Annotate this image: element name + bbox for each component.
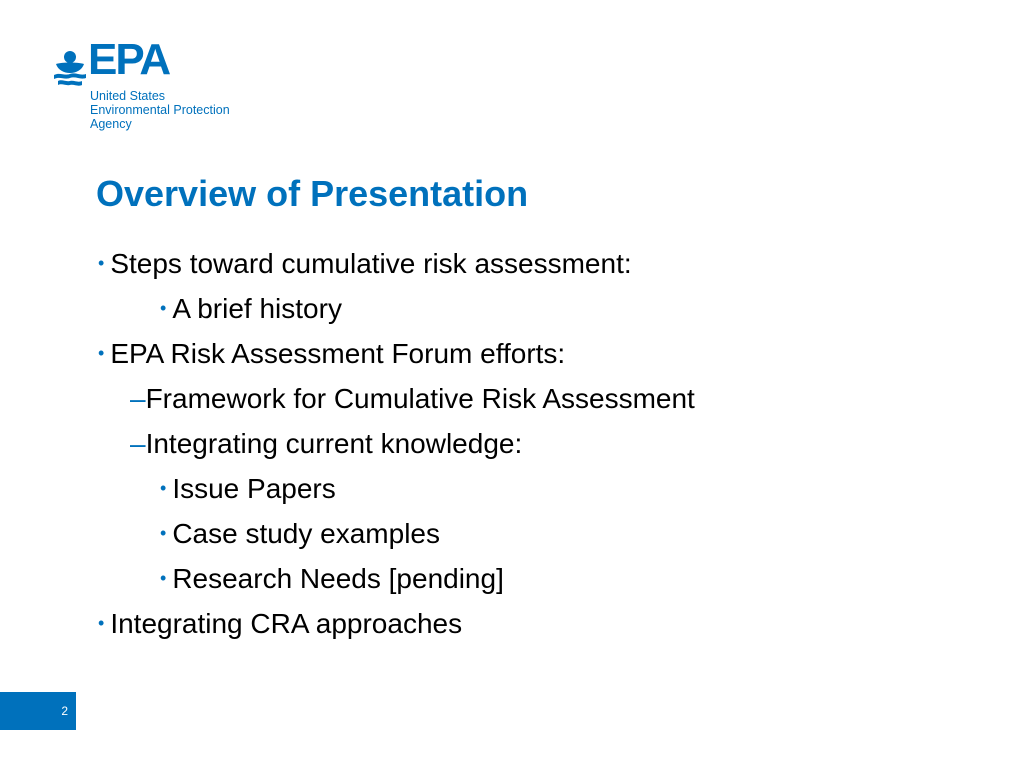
dash-bullet-item: [130, 430, 522, 458]
bullet-marker: •: [98, 613, 105, 633]
bullet-text: Issue Papers: [172, 473, 336, 504]
sub-bullet-item: [160, 475, 336, 503]
bullet-text: A brief history: [172, 293, 342, 324]
dash-bullet-item: [130, 385, 695, 413]
bullet-marker: •: [160, 568, 167, 588]
logo-subtitle: [90, 89, 230, 131]
logo-subtitle-line: Agency: [90, 117, 132, 131]
bullet-marker: •: [98, 253, 105, 273]
bullet-text: Research Needs [pending]: [172, 563, 504, 594]
bullet-item: [98, 250, 632, 278]
sub-bullet-item: [160, 520, 440, 548]
epa-logo: [52, 35, 252, 131]
epa-flower-icon: [52, 48, 88, 88]
logo-subtitle-line: Environmental Protection: [90, 103, 230, 117]
page-number: 2: [61, 704, 68, 718]
dash-marker: –: [130, 428, 146, 459]
logo-subtitle-line: United States: [90, 89, 166, 103]
sub-bullet-item: [160, 295, 342, 323]
bullet-marker: •: [98, 343, 105, 363]
logo-wordmark: EPA: [88, 35, 170, 84]
bullet-marker: •: [160, 478, 167, 498]
bullet-marker: •: [160, 298, 167, 318]
page-number-tab: [0, 692, 76, 730]
bullet-text: Case study examples: [172, 518, 440, 549]
bullet-text: Integrating current knowledge:: [145, 428, 523, 459]
bullet-text: Steps toward cumulative risk assessment:: [110, 248, 632, 279]
bullet-item: [98, 610, 462, 638]
bullet-text: Integrating CRA approaches: [110, 608, 463, 639]
bullet-item: [98, 340, 565, 368]
bullet-text: Framework for Cumulative Risk Assessment: [145, 383, 695, 414]
bullet-marker: •: [160, 523, 167, 543]
slide-title: Overview of Presentation: [96, 173, 529, 214]
bullet-text: EPA Risk Assessment Forum efforts:: [110, 338, 566, 369]
sub-bullet-item: [160, 565, 504, 593]
dash-marker: –: [130, 383, 146, 414]
